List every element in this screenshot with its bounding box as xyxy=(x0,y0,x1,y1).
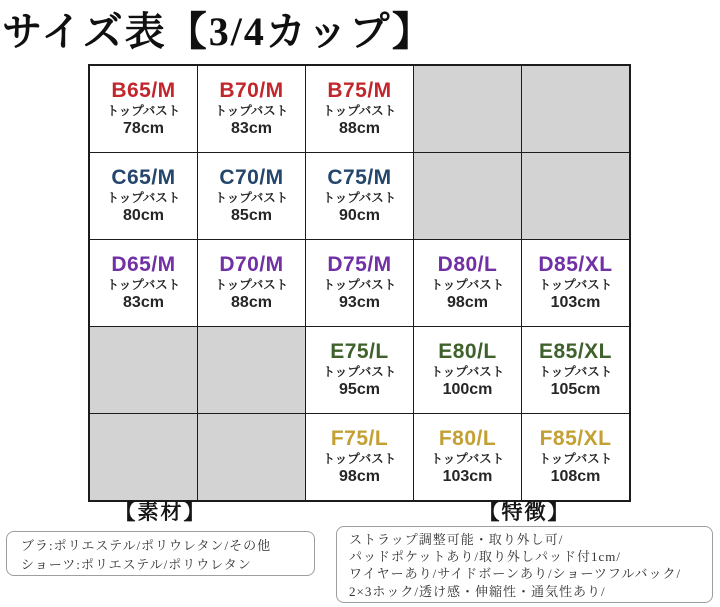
size-label: F75/L xyxy=(330,426,389,450)
bust-value: 108cm xyxy=(550,468,601,486)
bust-value: 93cm xyxy=(339,294,380,312)
top-bust-label: トップバスト xyxy=(214,277,289,292)
top-bust-label: トップバスト xyxy=(322,103,397,118)
table-row-d xyxy=(89,240,630,327)
size-label: B70/M xyxy=(219,78,284,102)
bust-value: 103cm xyxy=(550,294,601,312)
bust-value: 88cm xyxy=(231,294,272,312)
features-line: ワイヤーあり/サイドボーンあり/ショーツフルバック/ xyxy=(349,566,682,582)
empty-cell xyxy=(89,327,198,414)
size-label: D80/L xyxy=(437,252,498,276)
size-table xyxy=(88,64,631,502)
size-label: C70/M xyxy=(219,165,284,189)
size-cell-b75 xyxy=(306,65,414,153)
features-line: ストラップ調整可能・取り外し可/ xyxy=(349,532,564,547)
bust-value: 80cm xyxy=(123,207,164,225)
size-cell-d80 xyxy=(414,240,522,327)
size-cell-f75 xyxy=(306,414,414,502)
size-cell-b70 xyxy=(198,65,306,153)
top-bust-label: トップバスト xyxy=(106,103,181,118)
empty-cell xyxy=(522,65,631,153)
bust-value: 83cm xyxy=(123,294,164,312)
table-row-b xyxy=(89,65,630,153)
size-cell-d70 xyxy=(198,240,306,327)
top-bust-label: トップバスト xyxy=(106,277,181,292)
materials-line: ショーツ:ポリエステル/ポリウレタン xyxy=(21,557,252,572)
table-row-c xyxy=(89,153,630,240)
bust-value: 78cm xyxy=(123,120,164,138)
top-bust-label: トップバスト xyxy=(106,190,181,205)
size-cell-c75 xyxy=(306,153,414,240)
bust-value: 105cm xyxy=(550,381,601,399)
top-bust-label: トップバスト xyxy=(322,277,397,292)
bust-value: 90cm xyxy=(339,207,380,225)
table-row-e xyxy=(89,327,630,414)
size-cell-f80 xyxy=(414,414,522,502)
size-label: F85/XL xyxy=(539,426,612,450)
size-cell-e80 xyxy=(414,327,522,414)
bust-value: 88cm xyxy=(339,120,380,138)
empty-cell xyxy=(414,153,522,240)
size-label: D70/M xyxy=(219,252,284,276)
bust-value: 83cm xyxy=(231,120,272,138)
bust-value: 98cm xyxy=(447,294,488,312)
size-cell-b65 xyxy=(89,65,198,153)
size-cell-f85 xyxy=(522,414,631,502)
top-bust-label: トップバスト xyxy=(322,190,397,205)
top-bust-label: トップバスト xyxy=(430,277,505,292)
size-label: B75/M xyxy=(327,78,392,102)
size-cell-d65 xyxy=(89,240,198,327)
size-cell-c70 xyxy=(198,153,306,240)
size-label: B65/M xyxy=(111,78,176,102)
page-title: サイズ表【3/4カップ】 xyxy=(2,9,434,54)
features-box xyxy=(336,526,713,603)
top-bust-label: トップバスト xyxy=(430,364,505,379)
size-cell-d75 xyxy=(306,240,414,327)
bust-value: 85cm xyxy=(231,207,272,225)
top-bust-label: トップバスト xyxy=(538,451,613,466)
top-bust-label: トップバスト xyxy=(538,277,613,292)
bust-value: 95cm xyxy=(339,381,380,399)
size-label: D75/M xyxy=(327,252,392,276)
empty-cell xyxy=(198,414,306,502)
empty-cell xyxy=(414,65,522,153)
top-bust-label: トップバスト xyxy=(214,190,289,205)
bust-value: 100cm xyxy=(442,381,493,399)
table-row-f xyxy=(89,414,630,502)
size-label: D85/XL xyxy=(538,252,613,276)
top-bust-label: トップバスト xyxy=(322,451,397,466)
size-cell-c65 xyxy=(89,153,198,240)
features-line: パッドポケットあり/取り外しパッド付1cm/ xyxy=(349,549,621,565)
materials-heading: 【素材】 xyxy=(114,500,207,524)
features-line: 2×3ホック/透け感・伸縮性・通気性あり/ xyxy=(349,583,606,599)
top-bust-label: トップバスト xyxy=(430,451,505,466)
empty-cell xyxy=(89,414,198,502)
top-bust-label: トップバスト xyxy=(538,364,613,379)
size-cell-e75 xyxy=(306,327,414,414)
top-bust-label: トップバスト xyxy=(214,103,289,118)
empty-cell xyxy=(522,153,631,240)
size-label: D65/M xyxy=(111,252,176,276)
materials-box xyxy=(6,531,315,576)
size-label: E85/XL xyxy=(538,339,613,363)
materials-line: ブラ:ポリエステル/ポリウレタン/その他 xyxy=(21,538,272,553)
size-label: C75/M xyxy=(327,165,392,189)
size-label: E80/L xyxy=(438,339,497,363)
bust-value: 103cm xyxy=(442,468,493,486)
size-label: E75/L xyxy=(330,339,389,363)
top-bust-label: トップバスト xyxy=(322,364,397,379)
size-cell-d85 xyxy=(522,240,631,327)
bust-value: 98cm xyxy=(339,468,380,486)
size-label: F80/L xyxy=(438,426,497,450)
size-label: C65/M xyxy=(111,165,176,189)
size-cell-e85 xyxy=(522,327,631,414)
empty-cell xyxy=(198,327,306,414)
features-heading: 【特徴】 xyxy=(478,500,571,524)
